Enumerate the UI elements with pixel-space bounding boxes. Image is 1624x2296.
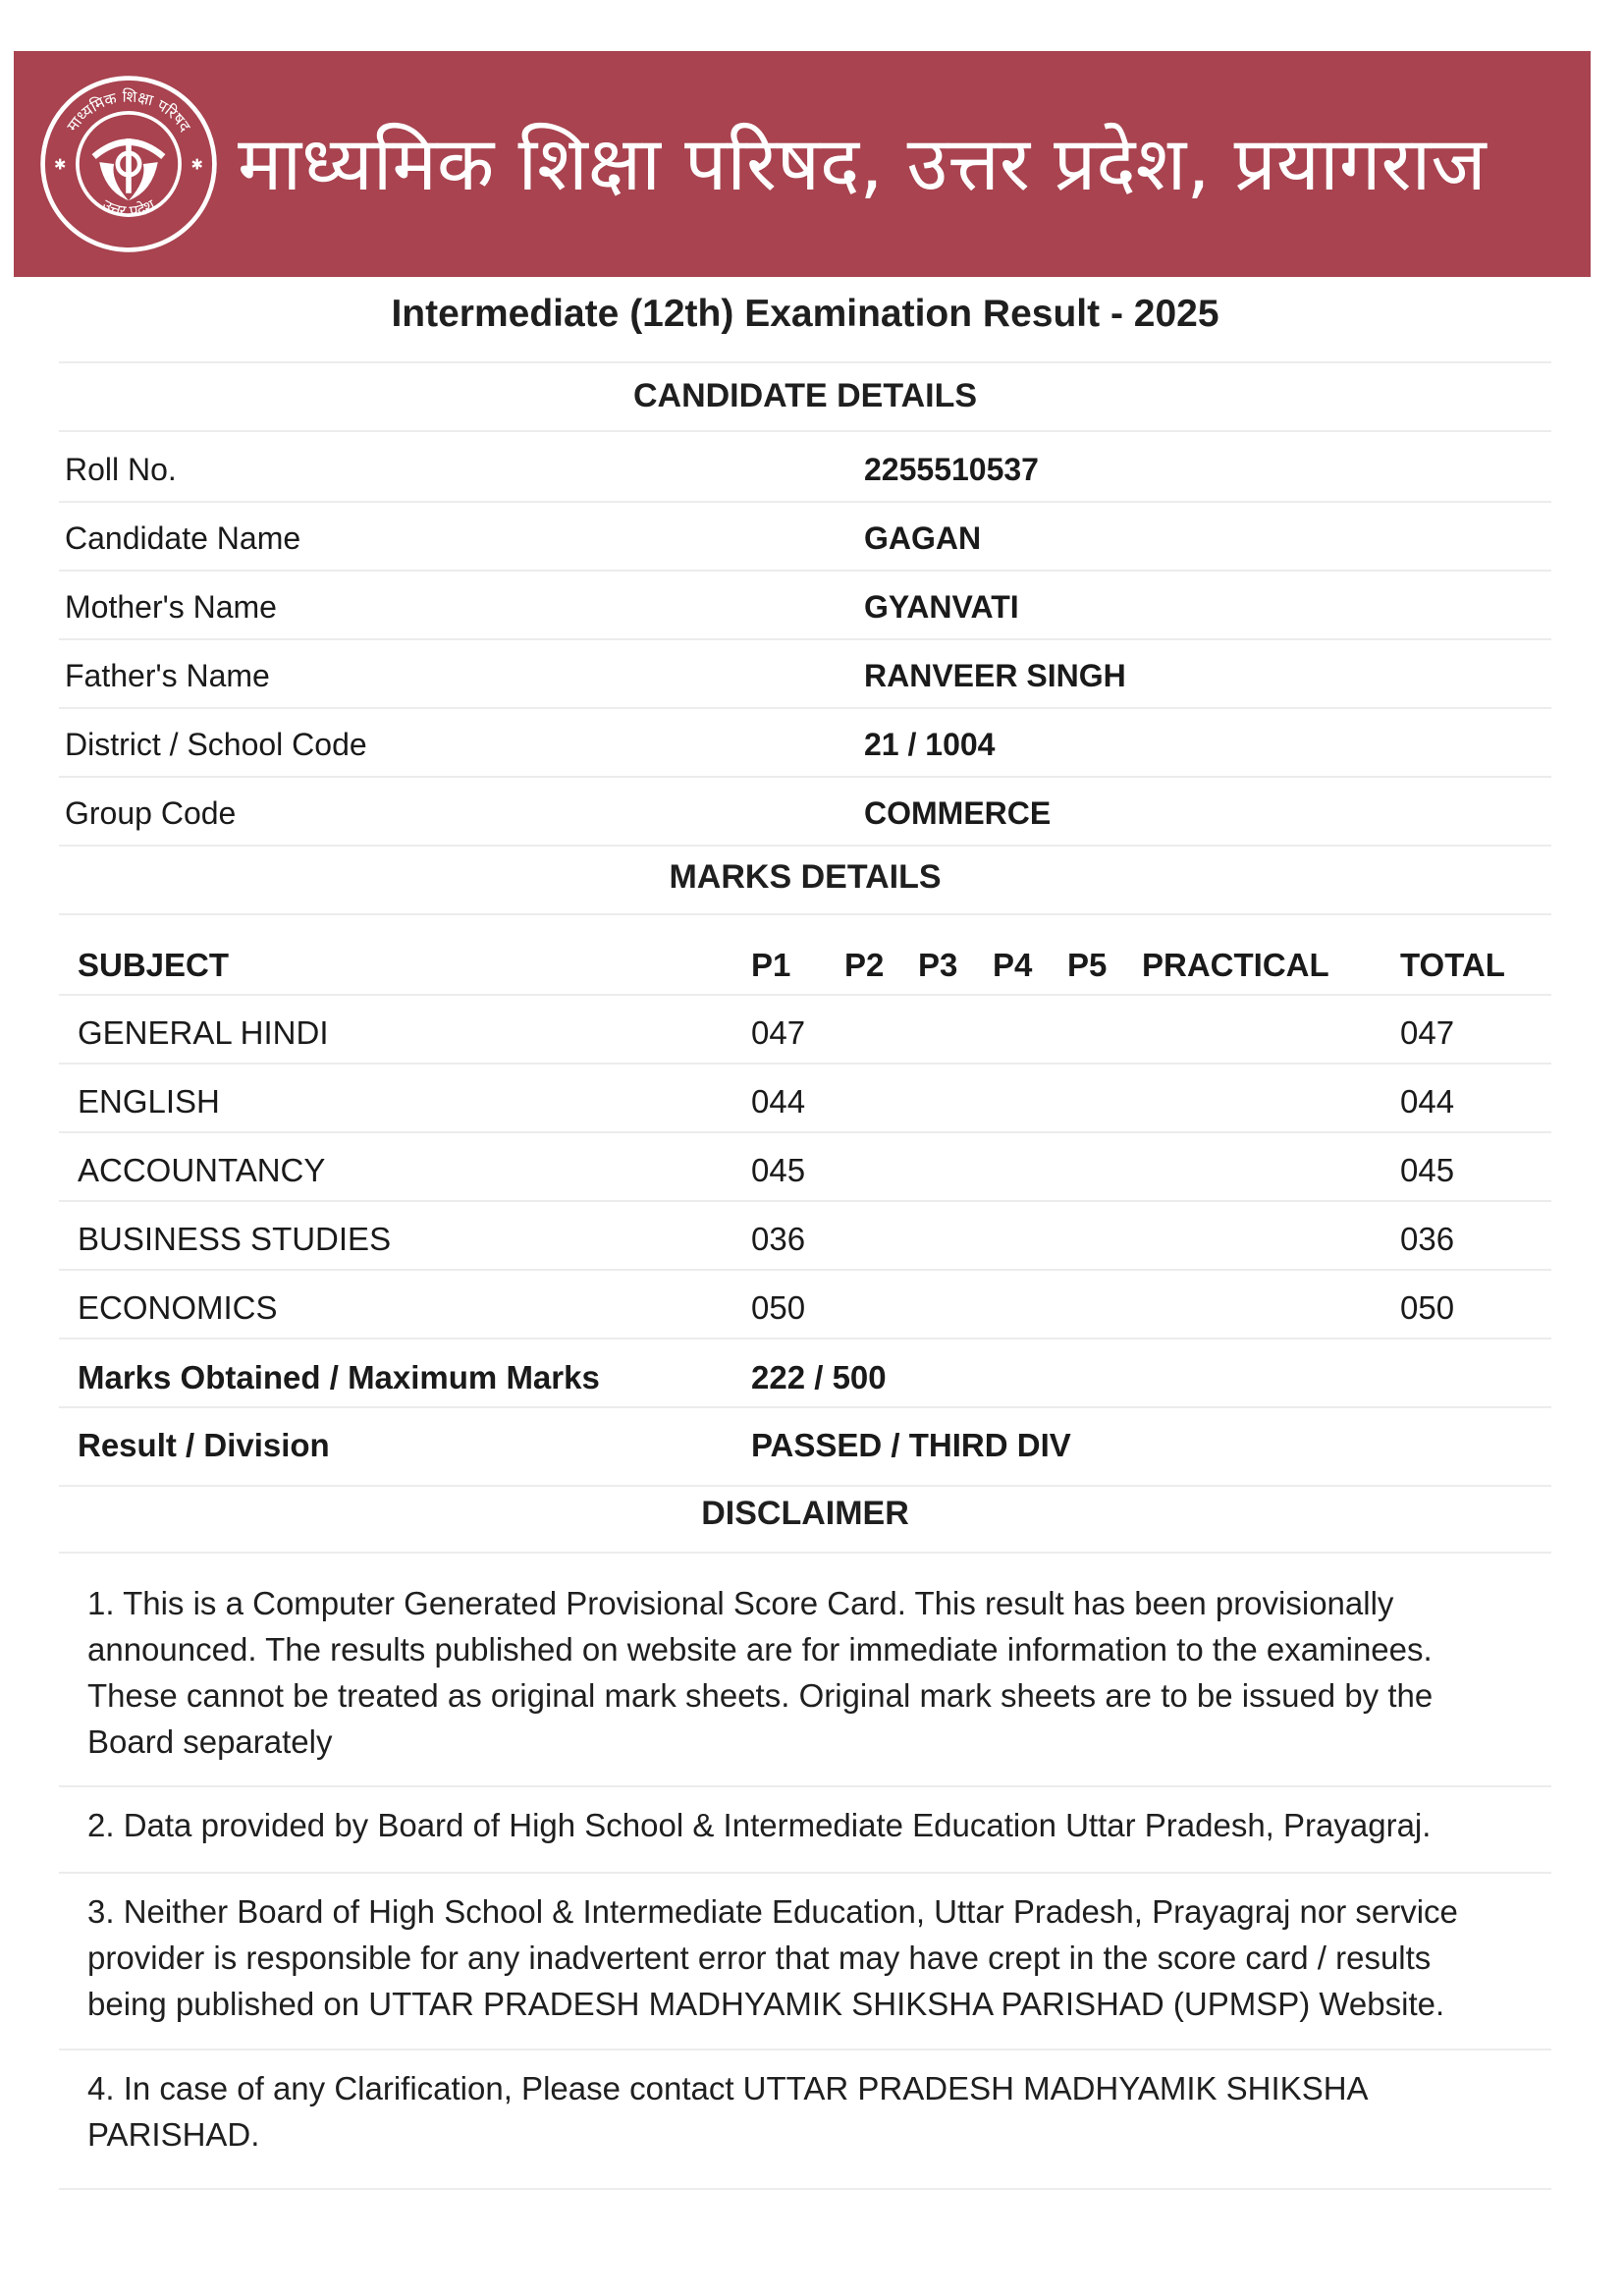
marks-obtained-value: 222 / 500 [751, 1359, 887, 1395]
header-banner [14, 51, 1591, 277]
divider [59, 1872, 1551, 1874]
district-school-code-label: District / School Code [65, 727, 367, 762]
p1-cell: 045 [751, 1152, 806, 1188]
divider [59, 1485, 1551, 1487]
divider [59, 913, 1551, 915]
result-division-row [59, 1407, 1551, 1476]
divider [59, 2188, 1551, 2190]
marks-obtained-label: Marks Obtained / Maximum Marks [78, 1359, 600, 1395]
disclaimer-item: 4. In case of any Clarification, Please contact UTTAR PRADESH MADHYAMIK SHIKSHA PARISHAD. [87, 2070, 1367, 2153]
disclaimer-title: DISCLAIMER [701, 1495, 909, 1532]
roll-no-label: Roll No. [65, 452, 177, 487]
candidate-row-name [59, 501, 1551, 570]
subject-cell: ENGLISH [78, 1083, 220, 1120]
upmsp-emblem-icon [37, 73, 220, 255]
divider [59, 361, 1551, 363]
p4-header: P4 [993, 947, 1033, 983]
divider [59, 845, 1551, 847]
disclaimer-item: 2. Data provided by Board of High School & Intermediate Education Uttar Pradesh, Prayagraj. [87, 1807, 1432, 1843]
total-cell: 045 [1400, 1152, 1455, 1188]
mothers-name-value: GYANVATI [864, 589, 1019, 625]
fathers-name-label: Father's Name [65, 658, 270, 693]
subject-cell: BUSINESS STUDIES [78, 1221, 392, 1257]
p1-cell: 036 [751, 1221, 806, 1257]
subject-header: SUBJECT [78, 947, 230, 983]
emblem-text-bottom: उत्तर प्रदेश [99, 194, 158, 221]
total-cell: 050 [1400, 1289, 1455, 1326]
divider [59, 1552, 1551, 1554]
candidate-details-title: CANDIDATE DETAILS [632, 377, 978, 414]
subject-cell: ECONOMICS [78, 1289, 278, 1326]
total-cell: 044 [1400, 1083, 1455, 1120]
divider [59, 2049, 1551, 2050]
svg-text:✱: ✱ [190, 157, 203, 174]
table-row [59, 1201, 1551, 1270]
marks-table-header [59, 927, 1551, 996]
group-code-value: COMMERCE [864, 795, 1052, 831]
fathers-name-value: RANVEER SINGH [864, 658, 1126, 693]
disclaimer-item: 3. Neither Board of High School & Intermediate Education, Uttar Pradesh, Prayagraj nor service provider is responsible for any inadvertent error that may have crept in the score card / results being published on UTTAR PRADESH MADHYAMIK SHIKSHA PARISHAD (UPMSP) Website. [87, 1893, 1458, 2022]
roll-no-value: 2255510537 [864, 452, 1039, 487]
candidate-row-district-school [59, 707, 1551, 776]
table-row [59, 995, 1551, 1064]
group-code-label: Group Code [65, 795, 237, 831]
total-cell: 047 [1400, 1014, 1455, 1051]
svg-text:✱: ✱ [54, 157, 67, 174]
candidate-name-value: GAGAN [864, 520, 982, 556]
p5-header: P5 [1067, 947, 1108, 983]
p2-header: P2 [844, 947, 885, 983]
table-row [59, 1270, 1551, 1339]
disclaimer-item: 1. This is a Computer Generated Provisional Score Card. This result has been provisionally announced. The results published on website are for immediate information to the examinees. These cannot be treated as original mark sheets. Original mark sheets are to be issued by the Board separately [87, 1585, 1434, 1760]
p3-header: P3 [918, 947, 958, 983]
total-cell: 036 [1400, 1221, 1455, 1257]
total-header: TOTAL [1400, 947, 1505, 983]
subject-cell: GENERAL HINDI [78, 1014, 329, 1051]
divider [59, 1785, 1551, 1787]
table-row [59, 1064, 1551, 1132]
svg-text:उत्तर प्रदेश [99, 195, 158, 221]
mothers-name-label: Mother's Name [65, 589, 277, 625]
board-name-heading: माध्यमिक शिक्षा परिषद, उत्तर प्रदेश, प्रयागराज [238, 120, 1487, 207]
marks-obtained-row [59, 1339, 1551, 1408]
candidate-row-group [59, 776, 1551, 845]
candidate-name-label: Candidate Name [65, 520, 301, 556]
emblem-text-top: माध्यमिक शिक्षा परिषद [62, 86, 195, 136]
subject-cell: ACCOUNTANCY [78, 1152, 326, 1188]
practical-header: PRACTICAL [1142, 947, 1329, 983]
table-row [59, 1132, 1551, 1201]
p1-cell: 044 [751, 1083, 806, 1120]
candidate-row-father [59, 638, 1551, 707]
marks-details-title: MARKS DETAILS [669, 858, 942, 896]
p1-header: P1 [751, 947, 791, 983]
candidate-row-roll-no [59, 432, 1551, 501]
result-division-value: PASSED / THIRD DIV [751, 1427, 1071, 1463]
p1-cell: 050 [751, 1289, 806, 1326]
district-school-code-value: 21 / 1004 [864, 727, 996, 762]
result-division-label: Result / Division [78, 1427, 330, 1463]
candidate-row-mother [59, 570, 1551, 638]
p1-cell: 047 [751, 1014, 806, 1051]
exam-title: Intermediate (12th) Examination Result - 2025 [391, 293, 1219, 335]
